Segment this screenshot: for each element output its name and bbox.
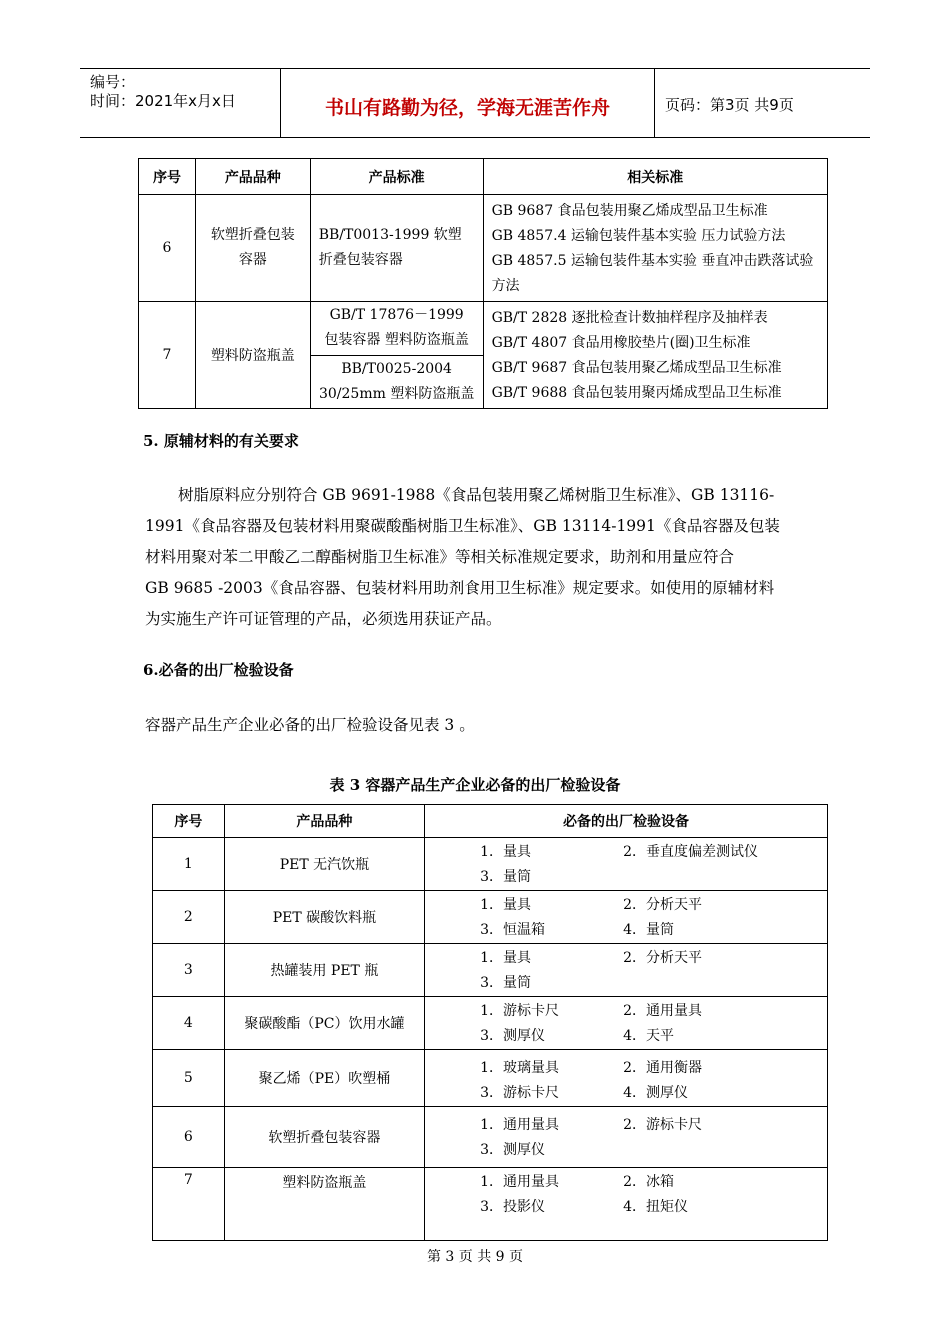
header-page-number: 页码：第3页 共9页 (665, 96, 794, 114)
equipment-item: 3．测厚仪 (480, 1142, 546, 1158)
product-type: 聚乙烯（PE）吹塑桶 (224, 1050, 424, 1107)
column-header: 相关标准 (483, 159, 827, 195)
equipment-item: 4．测厚仪 (623, 1085, 689, 1101)
paragraph-line: 材料用聚对苯二甲酸乙二醇酯树脂卫生标准》等相关标准规定要求，助剂和用量应符合 (145, 548, 735, 566)
column-header: 必备的出厂检验设备 (425, 805, 828, 838)
related-standard: GB 9687 食品包装用聚乙烯成型品卫生标准 (491, 203, 768, 219)
equipment-item: 2．游标卡尺 (623, 1117, 703, 1133)
equipment-list (425, 891, 828, 944)
table-row (153, 1107, 828, 1168)
equipment-item: 1．玻璃量具 (480, 1060, 560, 1076)
equipment-item (623, 865, 803, 890)
section-paragraph (145, 480, 825, 635)
equipment-item: 2．垂直度偏差测试仪 (623, 844, 759, 860)
standard-title: 30/25mm 塑料防盗瓶盖 (318, 385, 475, 402)
table-row (153, 838, 828, 891)
equipment-item: 4．扭矩仪 (623, 1199, 689, 1215)
section-heading: 5. 原辅材料的有关要求 (143, 432, 299, 450)
paragraph-line: 为实施生产许可证管理的产品，必须选用获证产品。 (145, 610, 502, 628)
table-row (153, 891, 828, 944)
table-row (153, 997, 828, 1050)
paragraph-line: GB 9685 -2003《食品容器、包装材料用助剂食用卫生标准》规定要求。如使用的原辅材料 (145, 579, 775, 597)
equipment-item: 3．量筒 (480, 975, 532, 991)
equipment-item: 3．恒温箱 (480, 922, 546, 938)
product-type: 软塑折叠包装容器 (224, 1107, 424, 1168)
row-number: 2 (153, 891, 225, 944)
equipment-list (425, 1050, 828, 1107)
paragraph-line: 1991《食品容器及包装材料用聚碳酸酯树脂卫生标准》、GB 13114-1991《食品容器及包装 (145, 517, 780, 535)
row-number: 4 (153, 997, 225, 1050)
related-standard: GB/T 9688 食品包装用聚丙烯成型品卫生标准 (491, 385, 782, 401)
equipment-list (425, 1168, 828, 1241)
equipment-item: 2．分析天平 (623, 897, 703, 913)
section-intro: 容器产品生产企业必备的出厂检验设备见表 3 。 (145, 716, 475, 734)
column-header: 产品品种 (195, 159, 310, 195)
row-number: 7 (139, 302, 196, 409)
standards-table (138, 158, 828, 409)
standard-code: BB/T0025-2004 (341, 360, 452, 377)
table-row (139, 195, 828, 302)
header-motto: 书山有路勤为径，学海无涯苦作舟 (324, 97, 610, 119)
table-header-row (139, 159, 828, 195)
product-type: 塑料防盗瓶盖 (224, 1168, 424, 1241)
equipment-list (425, 838, 828, 891)
column-header: 序号 (139, 159, 196, 195)
equipment-list (425, 1107, 828, 1168)
page-footer: 第 3 页 共 9 页 (426, 1249, 524, 1265)
row-number: 5 (153, 1050, 225, 1107)
product-type: 热罐装用 PET 瓶 (224, 944, 424, 997)
equipment-item: 4．量筒 (623, 922, 675, 938)
product-type: 软塑折叠包装容器 (195, 195, 310, 302)
equipment-item: 3．投影仪 (480, 1199, 546, 1215)
product-type: 塑料防盗瓶盖 (195, 302, 310, 409)
related-standards (483, 195, 827, 302)
product-type: 聚碳酸酯（PC）饮用水罐 (224, 997, 424, 1050)
equipment-item: 1．通用量具 (480, 1174, 560, 1190)
document-number-label: 编号： (90, 73, 136, 91)
document-date: 时间：2021年x月x日 (90, 92, 236, 110)
equipment-list (425, 997, 828, 1050)
equipment-item: 1．游标卡尺 (480, 1003, 560, 1019)
related-standard: GB 4857.5 运输包装件基本实验 垂直冲击跌落试验方法 (491, 253, 814, 294)
row-number: 3 (153, 944, 225, 997)
equipment-item: 2．分析天平 (623, 950, 703, 966)
standard-title: 包装容器 塑料防盗瓶盖 (324, 332, 469, 349)
equipment-list (425, 944, 828, 997)
inspection-equipment-table (152, 804, 828, 1241)
equipment-item: 1．通用量具 (480, 1117, 560, 1133)
section-heading: 6.必备的出厂检验设备 (143, 661, 294, 679)
table-header-row (153, 805, 828, 838)
product-type: PET 无汽饮瓶 (224, 838, 424, 891)
column-header: 产品标准 (310, 159, 483, 195)
table-row (139, 302, 828, 356)
equipment-item: 4．天平 (623, 1028, 675, 1044)
equipment-item: 3．游标卡尺 (480, 1085, 560, 1101)
standard-code: GB/T 17876－1999 (329, 307, 464, 324)
equipment-item: 1．量具 (480, 897, 532, 913)
equipment-item (623, 971, 803, 996)
row-number: 6 (153, 1107, 225, 1168)
equipment-item: 1．量具 (480, 844, 532, 860)
product-standard (310, 302, 483, 356)
related-standards (483, 302, 827, 409)
row-number: 1 (153, 838, 225, 891)
equipment-item: 1．量具 (480, 950, 532, 966)
related-standard: GB/T 4807 食品用橡胶垫片(圈)卫生标准 (491, 335, 751, 351)
equipment-item: 2．通用衡器 (623, 1060, 703, 1076)
table-title: 表 3 容器产品生产企业必备的出厂检验设备 (329, 776, 621, 794)
equipment-item (623, 1138, 803, 1163)
equipment-item: 2．冰箱 (623, 1174, 675, 1190)
equipment-item: 3．量筒 (480, 869, 532, 885)
row-number: 7 (153, 1168, 225, 1241)
column-header: 序号 (153, 805, 225, 838)
related-standard: GB 4857.4 运输包装件基本实验 压力试验方法 (491, 228, 786, 244)
product-standard (310, 355, 483, 409)
related-standard: GB/T 9687 食品包装用聚乙烯成型品卫生标准 (491, 360, 782, 376)
table-row (153, 1168, 828, 1241)
header-motto-cell (281, 69, 655, 137)
product-standard: BB/T0013-1999 软塑折叠包装容器 (310, 195, 483, 302)
header-page-cell (655, 69, 870, 137)
column-header: 产品品种 (224, 805, 424, 838)
product-type: PET 碳酸饮料瓶 (224, 891, 424, 944)
table-row (153, 944, 828, 997)
paragraph-line: 树脂原料应分别符合 GB 9691-1988《食品包装用聚乙烯树脂卫生标准》、GB 13116- (178, 486, 775, 504)
table-row (153, 1050, 828, 1107)
related-standard: GB/T 2828 逐批检查计数抽样程序及抽样表 (491, 310, 768, 326)
header-info-cell (80, 69, 281, 137)
equipment-item: 3．测厚仪 (480, 1028, 546, 1044)
page-header (80, 68, 870, 138)
row-number: 6 (139, 195, 196, 302)
equipment-item: 2．通用量具 (623, 1003, 703, 1019)
